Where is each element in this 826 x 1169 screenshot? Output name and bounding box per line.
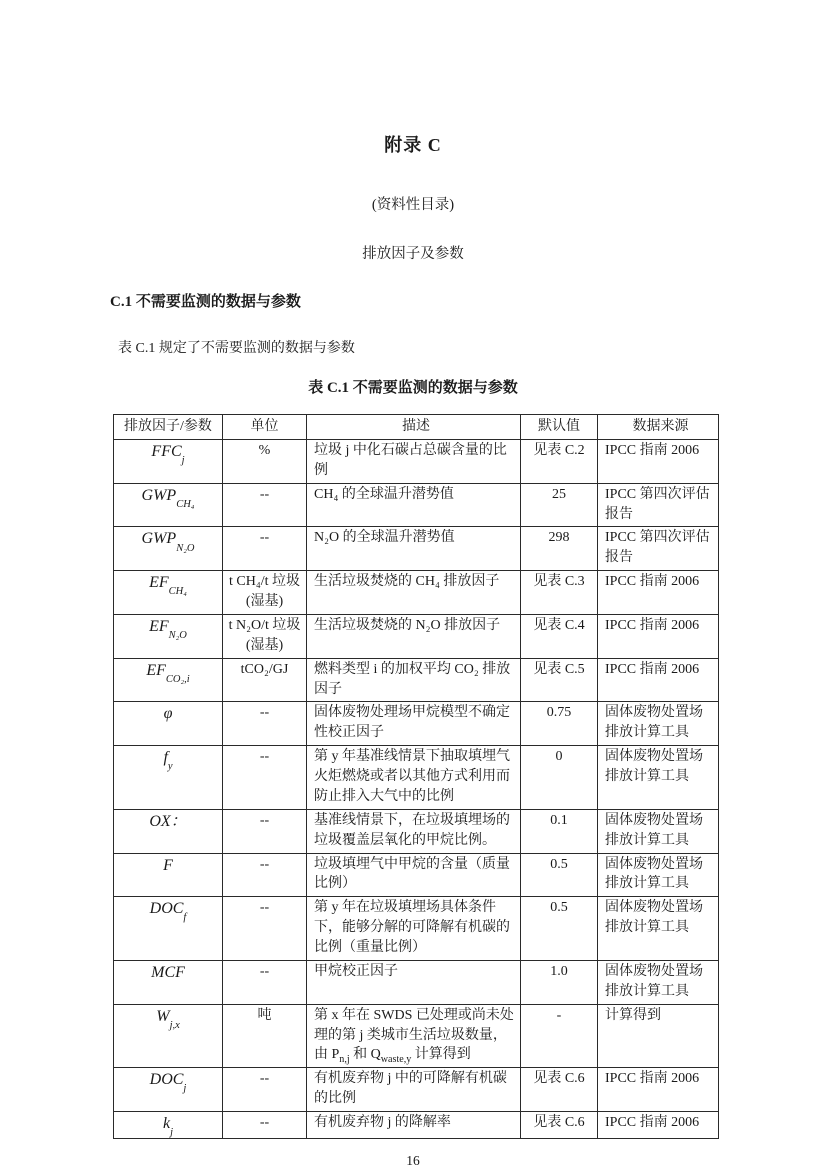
table-caption: 表 C.1 不需要监测的数据与参数 <box>308 380 518 396</box>
unit-cell: t N₂O/t 垃圾(湿基) <box>223 614 307 658</box>
table-row <box>114 960 719 1004</box>
section-heading-c1: C.1 不需要监测的数据与参数 <box>110 294 301 310</box>
data-source-cell: 固体废物处置场排放计算工具 <box>598 960 719 1004</box>
default-value-cell: 见表 C.2 <box>521 439 598 483</box>
description-cell: CH₄ 的全球温升潜势值 <box>307 483 521 527</box>
default-value-cell: 0.5 <box>521 897 598 961</box>
data-source-cell: IPCC 指南 2006 <box>598 439 719 483</box>
param-cell: $f_y$ <box>114 746 223 810</box>
table-row <box>114 853 719 897</box>
description-cell: 第 y 年在垃圾填埋场具体条件下，能够分解的可降解有机碳的比例（重量比例） <box>307 897 521 961</box>
table-row <box>114 1068 719 1112</box>
data-source-cell: 固体废物处置场排放计算工具 <box>598 746 719 810</box>
description-cell: 有机废弃物 j 中的可降解有机碳的比例 <box>307 1068 521 1112</box>
default-value-cell: 见表 C.3 <box>521 571 598 615</box>
description-cell: 生活垃圾焚烧的 N₂O 排放因子 <box>307 614 521 658</box>
unit-cell: 吨 <box>223 1004 307 1068</box>
unit-cell: -- <box>223 746 307 810</box>
default-value-cell: 见表 C.6 <box>521 1068 598 1112</box>
default-value-cell: 见表 C.5 <box>521 658 598 702</box>
param-cell: $k_j$ <box>114 1112 223 1139</box>
param-cell: $EF_{CH_4}$ <box>114 571 223 615</box>
description-cell: 甲烷校正因子 <box>307 960 521 1004</box>
unit-cell: -- <box>223 809 307 853</box>
description-cell: 基准线情景下，在垃圾填埋场的垃圾覆盖层氧化的甲烷比例。 <box>307 809 521 853</box>
default-value-cell: 0 <box>521 746 598 810</box>
header-default: 默认值 <box>521 415 598 440</box>
param-cell: $FFC_j$ <box>114 439 223 483</box>
table-row <box>114 1112 719 1139</box>
unit-cell: -- <box>223 527 307 571</box>
unit-cell: tCO₂/GJ <box>223 658 307 702</box>
table-row <box>114 527 719 571</box>
param-cell: φ <box>114 702 223 746</box>
data-source-cell: IPCC 指南 2006 <box>598 571 719 615</box>
data-source-cell: IPCC 指南 2006 <box>598 1068 719 1112</box>
unit-cell: -- <box>223 702 307 746</box>
header-param: 排放因子/参数 <box>114 415 223 440</box>
unit-cell: -- <box>223 897 307 961</box>
default-value-cell: 0.5 <box>521 853 598 897</box>
unit-cell: t CH₄/t 垃圾(湿基) <box>223 571 307 615</box>
param-cell: $GWP_{N_2O}$ <box>114 527 223 571</box>
appendix-subtitle: (资料性目录) <box>371 197 455 213</box>
table-row <box>114 658 719 702</box>
parameters-table <box>113 414 719 1139</box>
description-cell: 垃圾填埋气中甲烷的含量（质量比例） <box>307 853 521 897</box>
unit-cell: -- <box>223 1068 307 1112</box>
data-source-cell: 固体废物处置场排放计算工具 <box>598 853 719 897</box>
table-row <box>114 746 719 810</box>
default-value-cell: 见表 C.6 <box>521 1112 598 1139</box>
appendix-title: 附录 C <box>384 135 442 155</box>
param-cell: $EF_{CO_2,i}$ <box>114 658 223 702</box>
table-header <box>114 415 719 440</box>
unit-cell: -- <box>223 853 307 897</box>
table-body <box>114 439 719 1138</box>
default-value-cell: 25 <box>521 483 598 527</box>
header-unit: 单位 <box>223 415 307 440</box>
data-source-cell: IPCC 指南 2006 <box>598 614 719 658</box>
description-cell: 燃料类型 i 的加权平均 CO₂ 排放因子 <box>307 658 521 702</box>
table-row <box>114 809 719 853</box>
appendix-section-title: 排放因子及参数 <box>362 246 464 262</box>
data-source-cell: 计算得到 <box>598 1004 719 1068</box>
description-cell: 有机废弃物 j 的降解率 <box>307 1112 521 1139</box>
data-source-cell: 固体废物处置场排放计算工具 <box>598 702 719 746</box>
default-value-cell: - <box>521 1004 598 1068</box>
header-desc: 描述 <box>307 415 521 440</box>
description-cell: 垃圾 j 中化石碳占总碳含量的比例 <box>307 439 521 483</box>
data-source-cell: 固体废物处置场排放计算工具 <box>598 897 719 961</box>
param-cell: $EF_{N_2O}$ <box>114 614 223 658</box>
default-value-cell: 1.0 <box>521 960 598 1004</box>
description-cell: 固体废物处理场甲烷模型不确定性校正因子 <box>307 702 521 746</box>
description-cell: N₂O 的全球温升潜势值 <box>307 527 521 571</box>
page-number: 16 <box>406 1152 420 1168</box>
param-cell: $DOC_j$ <box>114 1068 223 1112</box>
default-value-cell: 0.1 <box>521 809 598 853</box>
table-row <box>114 439 719 483</box>
table-header-row <box>114 415 719 440</box>
table-row <box>114 897 719 961</box>
param-cell: F <box>114 853 223 897</box>
param-cell: $GWP_{CH_4}$ <box>114 483 223 527</box>
unit-cell: -- <box>223 1112 307 1139</box>
default-value-cell: 见表 C.4 <box>521 614 598 658</box>
default-value-cell: 298 <box>521 527 598 571</box>
table-row <box>114 571 719 615</box>
data-source-cell: IPCC 指南 2006 <box>598 1112 719 1139</box>
description-cell: 生活垃圾焚烧的 CH₄ 排放因子 <box>307 571 521 615</box>
intro-text: 表 C.1 规定了不需要监测的数据与参数 <box>118 341 355 356</box>
header-source: 数据来源 <box>598 415 719 440</box>
param-cell: $W_{j,x}$ <box>114 1004 223 1068</box>
unit-cell: -- <box>223 483 307 527</box>
data-source-cell: IPCC 第四次评估报告 <box>598 527 719 571</box>
data-source-cell: IPCC 第四次评估报告 <box>598 483 719 527</box>
table-row <box>114 1004 719 1068</box>
param-cell: OX： <box>114 809 223 853</box>
unit-cell: % <box>223 439 307 483</box>
description-cell: 第 y 年基准线情景下抽取填埋气火炬燃烧或者以其他方式利用而防止排入大气中的比例 <box>307 746 521 810</box>
description-cell: 第 x 年在 SWDS 已处理或尚未处理的第 j 类城市生活垃圾数量，由 $P_{n,j}$ 和 $Q_{waste,y}$ 计算得到 <box>307 1004 521 1068</box>
table-row <box>114 702 719 746</box>
param-cell: $DOC_f$ <box>114 897 223 961</box>
data-source-cell: IPCC 指南 2006 <box>598 658 719 702</box>
unit-cell: -- <box>223 960 307 1004</box>
table-row <box>114 614 719 658</box>
table-row <box>114 483 719 527</box>
data-source-cell: 固体废物处置场排放计算工具 <box>598 809 719 853</box>
param-cell: MCF <box>114 960 223 1004</box>
default-value-cell: 0.75 <box>521 702 598 746</box>
